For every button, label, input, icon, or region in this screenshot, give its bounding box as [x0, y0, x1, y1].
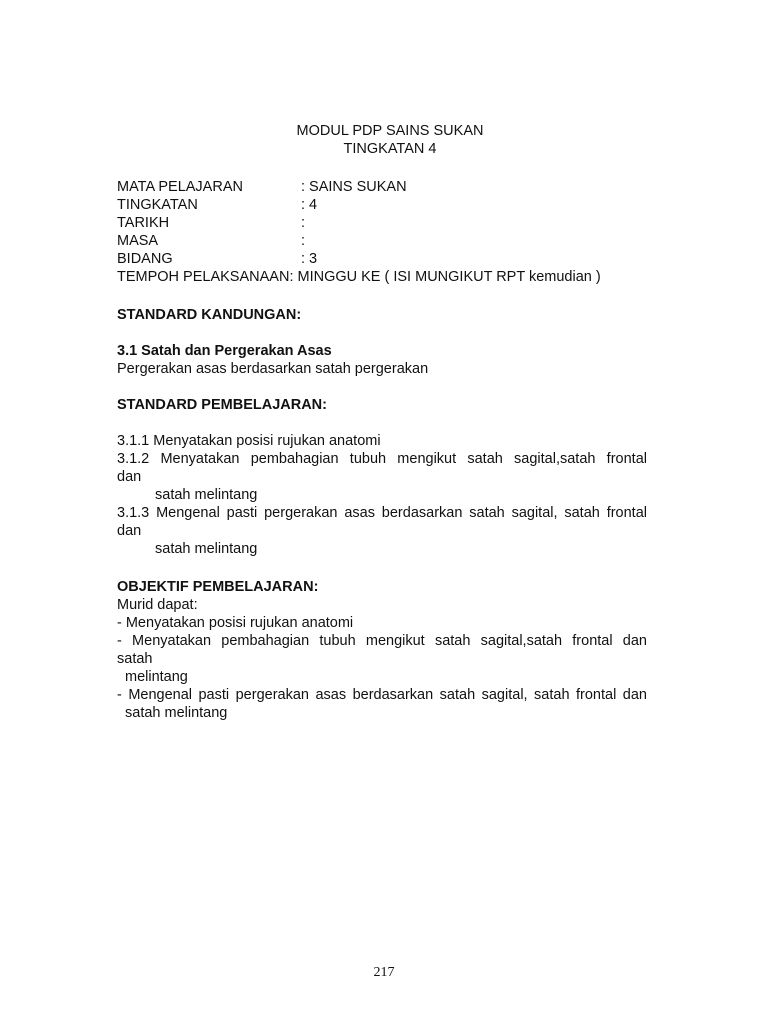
standard-pembelajaran-heading: STANDARD PEMBELAJARAN: [117, 397, 327, 413]
list-item-continuation: satah melintang [125, 705, 228, 721]
meta-row [117, 214, 647, 232]
meta-row [117, 250, 647, 268]
meta-label: TEMPOH PELAKSANAAN [117, 269, 290, 285]
standard-kandungan-heading: STANDARD KANDUNGAN: [117, 307, 302, 323]
list-item: - Menyatakan posisi rujukan anatomi [117, 615, 354, 631]
meta-value: : [301, 215, 306, 231]
title-block [133, 122, 647, 158]
meta-value: : 3 [301, 251, 318, 267]
document-subtitle: TINGKATAN 4 [343, 141, 437, 157]
meta-row [117, 178, 647, 196]
list-item: 3.1.3 Mengenal pasti pergerakan asas berdasarkan satah sagital, satah frontal [117, 505, 647, 521]
objektif-heading: OBJEKTIF PEMBELAJARAN: [117, 579, 319, 595]
list-item-continuation: satah melintang [155, 541, 258, 557]
list-item: - Mengenal pasti pergerakan asas berdasarkan satah sagital, satah frontal dan [117, 687, 647, 703]
objektif-list [117, 614, 647, 722]
standard-kandungan-text: Pergerakan asas berdasarkan satah pergerakan [117, 361, 429, 377]
standard-pembelajaran-list [117, 432, 647, 558]
list-item-wrap: dan [117, 469, 142, 485]
list-item: 3.1.2 Menyatakan pembahagian tubuh mengikut satah sagital,satah frontal [117, 451, 647, 467]
list-item: - Menyatakan pembahagian tubuh mengikut satah sagital,satah frontal dan [117, 633, 647, 649]
list-item-continuation: melintang [125, 669, 188, 685]
page-number: 217 [373, 965, 395, 980]
objektif-intro: Murid dapat: [117, 597, 198, 613]
document-title: MODUL PDP SAINS SUKAN [296, 123, 484, 139]
meta-label: MASA [117, 233, 159, 249]
meta-label: MATA PELAJARAN [117, 179, 243, 195]
meta-table [117, 178, 647, 286]
meta-value: : [301, 233, 306, 249]
document-content [117, 122, 647, 722]
meta-label: TARIKH [117, 215, 170, 231]
meta-label: TINGKATAN [117, 197, 198, 213]
standard-kandungan-subheading: 3.1 Satah dan Pergerakan Asas [117, 343, 332, 359]
meta-row [117, 232, 647, 250]
meta-row [117, 268, 647, 286]
list-item-wrap: dan [117, 523, 142, 539]
meta-row [117, 196, 647, 214]
meta-value: : SAINS SUKAN [301, 179, 407, 195]
meta-value: : 4 [301, 197, 318, 213]
list-item-continuation: satah melintang [155, 487, 258, 503]
meta-value: : MINGGU KE ( ISI MUNGIKUT RPT kemudian ) [289, 269, 601, 285]
list-item: 3.1.1 Menyatakan posisi rujukan anatomi [117, 433, 381, 449]
meta-label: BIDANG [117, 251, 173, 267]
list-item-wrap: satah [117, 651, 153, 667]
